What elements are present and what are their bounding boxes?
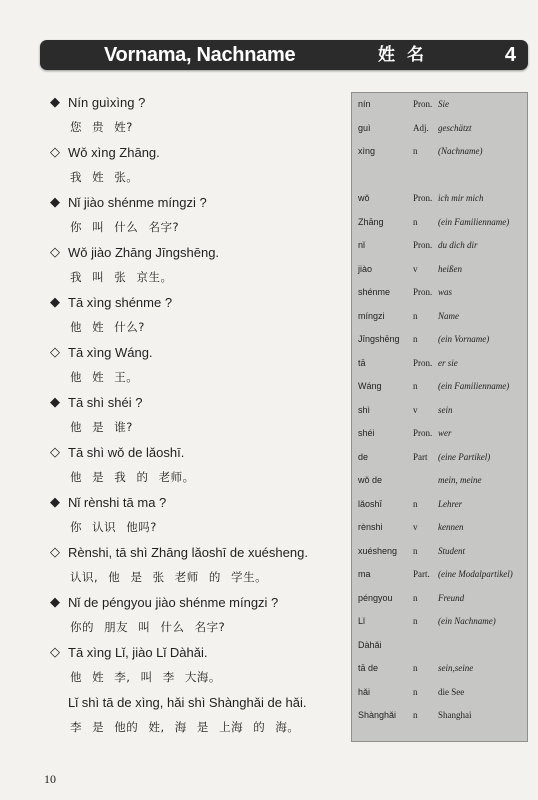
vocab-meaning: geschätzt	[438, 122, 472, 133]
vocab-pinyin: tā	[358, 357, 366, 368]
lesson-title-hanzi: 姓名	[378, 45, 436, 65]
pinyin-text: Wǒ jiào Zhāng Jīngshēng.	[68, 245, 220, 260]
vocab-word-class: n	[413, 146, 418, 156]
vocab-pinyin: lǎoshī	[358, 498, 383, 509]
vocab-meaning: die See	[438, 686, 465, 697]
vocab-meaning: sein,seine	[438, 663, 474, 673]
hanzi-text: 他 是 谁?	[70, 420, 133, 434]
dialogue-hanzi-line	[48, 665, 348, 690]
vocab-meaning: sein	[438, 404, 453, 415]
vocab-word-class: Pron.	[413, 99, 433, 109]
pinyin-text: Nǐ jiào shénme míngzi ?	[68, 195, 207, 210]
vocab-meaning: Student	[438, 545, 465, 556]
vocab-word-class: n	[413, 334, 418, 344]
vocab-word-class: n	[413, 310, 418, 321]
vocab-pinyin: Dàhǎi	[358, 639, 382, 650]
dialogue-hanzi-line	[48, 415, 348, 440]
vocab-pinyin: péngyou	[358, 592, 393, 603]
lesson-header	[40, 40, 528, 70]
vocab-pinyin: tā de	[358, 663, 379, 673]
hanzi-text: 他 是 我 的 老师。	[70, 470, 195, 484]
dialogue-hanzi-line	[48, 515, 348, 540]
pinyin-text: Rènshi, tā shì Zhāng lǎoshī de xuésheng.	[68, 545, 308, 560]
vocab-word-class: v	[413, 404, 418, 415]
vocab-row	[352, 211, 527, 235]
vocab-row	[352, 610, 527, 634]
dialogue-pinyin-line	[48, 290, 348, 315]
vocab-row	[352, 117, 527, 141]
dialogue-hanzi-line	[48, 315, 348, 340]
vocab-row	[352, 657, 527, 681]
vocab-word-class: Pron.	[413, 287, 433, 297]
vocab-meaning: heißen	[438, 263, 462, 274]
vocab-word-class: n	[413, 710, 418, 720]
hanzi-text: 您 贵 姓?	[70, 120, 133, 134]
hanzi-text: 我 叫 张 京生。	[70, 270, 173, 284]
vocab-pinyin: míngzi	[358, 310, 385, 321]
answer-marker-icon: ◇	[50, 545, 60, 560]
dialogue	[48, 90, 348, 740]
vocab-pinyin: de	[358, 451, 369, 462]
vocab-row	[352, 234, 527, 258]
vocab-word-class: v	[413, 263, 418, 274]
dialogue-hanzi-line	[48, 465, 348, 490]
vocab-pinyin: shénme	[358, 287, 391, 297]
vocab-meaning: du dich dir	[438, 240, 478, 250]
vocab-meaning: (ein Vorname)	[438, 334, 490, 344]
vocab-row	[352, 281, 527, 305]
vocab-pinyin: rènshi	[358, 522, 383, 532]
vocab-word-class: n	[413, 663, 418, 673]
lesson-number: 4	[504, 44, 516, 66]
vocab-row	[352, 563, 527, 587]
dialogue-hanzi-line	[48, 715, 348, 740]
vocab-pinyin: xuésheng	[358, 545, 398, 556]
dialogue-pinyin-line	[48, 640, 348, 665]
dialogue-pinyin-line	[48, 690, 348, 715]
answer-marker-icon: ◇	[50, 345, 60, 360]
pinyin-text: Nín guìxìng ?	[68, 95, 146, 110]
pinyin-text: Nǐ rènshi tā ma ?	[68, 495, 167, 510]
vocab-row	[352, 328, 527, 352]
question-marker-icon: ◆	[50, 295, 60, 310]
vocabulary-box	[351, 92, 528, 742]
answer-marker-icon: ◇	[50, 145, 60, 160]
vocab-word-class: n	[413, 686, 418, 697]
vocab-meaning: Shanghai	[438, 710, 472, 720]
vocab-meaning: mein, meine	[438, 475, 482, 485]
vocab-pinyin: wǒ	[358, 193, 370, 203]
hanzi-text: 你 叫 什么 名字?	[70, 220, 180, 234]
vocab-row	[352, 305, 527, 329]
vocab-row	[352, 352, 527, 376]
vocab-word-class: n	[413, 592, 418, 603]
vocab-row	[352, 634, 527, 658]
vocab-pinyin: shì	[358, 404, 371, 415]
lesson-title: Vornama, Nachname	[104, 44, 296, 66]
vocab-row	[352, 540, 527, 564]
vocab-word-class: Adj.	[413, 122, 429, 133]
vocab-pinyin: Wáng	[358, 381, 382, 391]
dialogue-pinyin-line	[48, 590, 348, 615]
dialogue-pinyin-line	[48, 340, 348, 365]
vocab-pinyin: wǒ de	[358, 475, 383, 485]
hanzi-text: 他 姓 李, 叫 李 大海。	[70, 670, 221, 684]
vocab-row	[352, 446, 527, 470]
vocab-word-class: n	[413, 545, 418, 556]
vocab-row	[352, 187, 527, 211]
hanzi-text: 李 是 他的 姓, 海 是 上海 的 海。	[70, 720, 300, 734]
vocab-word-class: n	[413, 616, 418, 626]
vocab-meaning: (eine Partikel)	[438, 451, 491, 462]
dialogue-hanzi-line	[48, 215, 348, 240]
vocab-pinyin: ma	[358, 569, 371, 579]
vocab-meaning: (Nachname)	[438, 146, 483, 156]
vocab-pinyin: hǎi	[358, 686, 371, 697]
pinyin-text: Tā shì shéi ?	[68, 395, 143, 410]
vocab-word-class: n	[413, 381, 418, 391]
vocab-row	[352, 493, 527, 517]
vocab-pinyin: Zhāng	[358, 216, 384, 227]
vocab-row	[352, 164, 527, 188]
pinyin-text: Tā xìng Lǐ, jiào Lǐ Dàhǎi.	[68, 645, 208, 660]
vocab-row	[352, 469, 527, 493]
vocab-pinyin: nín	[358, 99, 371, 109]
vocab-meaning: (ein Familienname)	[438, 381, 510, 391]
question-marker-icon: ◆	[50, 95, 60, 110]
vocab-word-class: Pron.	[413, 357, 433, 368]
vocab-meaning: kennen	[438, 522, 464, 532]
dialogue-pinyin-line	[48, 490, 348, 515]
vocab-word-class: Part	[413, 451, 428, 462]
vocab-row	[352, 422, 527, 446]
question-marker-icon: ◆	[50, 495, 60, 510]
vocab-row	[352, 516, 527, 540]
dialogue-hanzi-line	[48, 165, 348, 190]
answer-marker-icon: ◇	[50, 245, 60, 260]
vocab-meaning: Lehrer	[438, 498, 463, 509]
vocab-meaning: er sie	[438, 357, 458, 368]
vocab-pinyin: shéi	[358, 428, 375, 438]
vocab-meaning: ich mir mich	[438, 193, 484, 203]
answer-marker-icon: ◇	[50, 645, 60, 660]
dialogue-pinyin-line	[48, 440, 348, 465]
dialogue-hanzi-line	[48, 115, 348, 140]
vocab-word-class: v	[413, 522, 418, 532]
vocab-row	[352, 258, 527, 282]
vocab-word-class: Pron.	[413, 240, 433, 250]
vocab-pinyin: jiào	[358, 263, 373, 274]
vocab-pinyin: Jīngshēng	[358, 334, 400, 344]
vocab-row	[352, 681, 527, 705]
vocab-word-class: Part.	[413, 569, 430, 579]
dialogue-hanzi-line	[48, 565, 348, 590]
dialogue-hanzi-line	[48, 365, 348, 390]
vocab-meaning: (ein Familienname)	[438, 216, 510, 227]
page-number: 10	[44, 772, 56, 786]
vocab-row	[352, 140, 527, 164]
dialogue-pinyin-line	[48, 540, 348, 565]
pinyin-text: Nǐ de péngyou jiào shénme míngzi ?	[68, 595, 279, 610]
dialogue-pinyin-line	[48, 190, 348, 215]
pinyin-text: Lǐ shì tā de xìng, hǎi shì Shànghǎi de hǎi.	[68, 695, 307, 710]
vocab-word-class: Pron.	[413, 193, 433, 203]
question-marker-icon: ◆	[50, 195, 60, 210]
pinyin-text: Wǒ xìng Zhāng.	[68, 145, 160, 160]
hanzi-text: 他 姓 王。	[70, 370, 139, 384]
vocab-pinyin: Lǐ	[358, 616, 366, 626]
vocab-row	[352, 587, 527, 611]
vocab-meaning: wer	[438, 428, 452, 438]
hanzi-text: 他 姓 什么?	[70, 320, 145, 334]
pinyin-text: Tā xìng shénme ?	[68, 295, 173, 310]
hanzi-text: 我 姓 张。	[70, 170, 139, 184]
question-marker-icon: ◆	[50, 395, 60, 410]
vocab-word-class: n	[413, 216, 418, 227]
hanzi-text: 你 认识 他吗?	[70, 520, 157, 534]
vocab-row	[352, 399, 527, 423]
vocab-meaning: Name	[438, 310, 459, 321]
answer-marker-icon: ◇	[50, 445, 60, 460]
vocab-row	[352, 375, 527, 399]
vocab-meaning: was	[438, 287, 453, 297]
vocab-word-class: n	[413, 498, 418, 509]
dialogue-pinyin-line	[48, 390, 348, 415]
dialogue-pinyin-line	[48, 240, 348, 265]
vocab-meaning: Freund	[438, 592, 465, 603]
vocab-row	[352, 93, 527, 117]
vocab-pinyin: Shànghǎi	[358, 710, 397, 720]
vocab-meaning: (eine Modalpartikel)	[438, 569, 513, 579]
pinyin-text: Tā xìng Wáng.	[68, 345, 153, 360]
dialogue-pinyin-line	[48, 90, 348, 115]
hanzi-text: 认识, 他 是 张 老师 的 学生。	[70, 570, 268, 584]
dialogue-pinyin-line	[48, 140, 348, 165]
hanzi-text: 你的 朋友 叫 什么 名字?	[70, 620, 226, 634]
vocab-row	[352, 704, 527, 728]
vocab-meaning: (ein Nachname)	[438, 616, 496, 626]
question-marker-icon: ◆	[50, 595, 60, 610]
dialogue-hanzi-line	[48, 265, 348, 290]
vocab-pinyin: nǐ	[358, 240, 366, 250]
vocab-pinyin: guì	[358, 122, 371, 133]
pinyin-text: Tā shì wǒ de lǎoshī.	[68, 445, 185, 460]
vocab-word-class: Pron.	[413, 428, 433, 438]
vocab-pinyin: xìng	[358, 146, 376, 156]
dialogue-hanzi-line	[48, 615, 348, 640]
vocab-meaning: Sie	[438, 99, 449, 109]
